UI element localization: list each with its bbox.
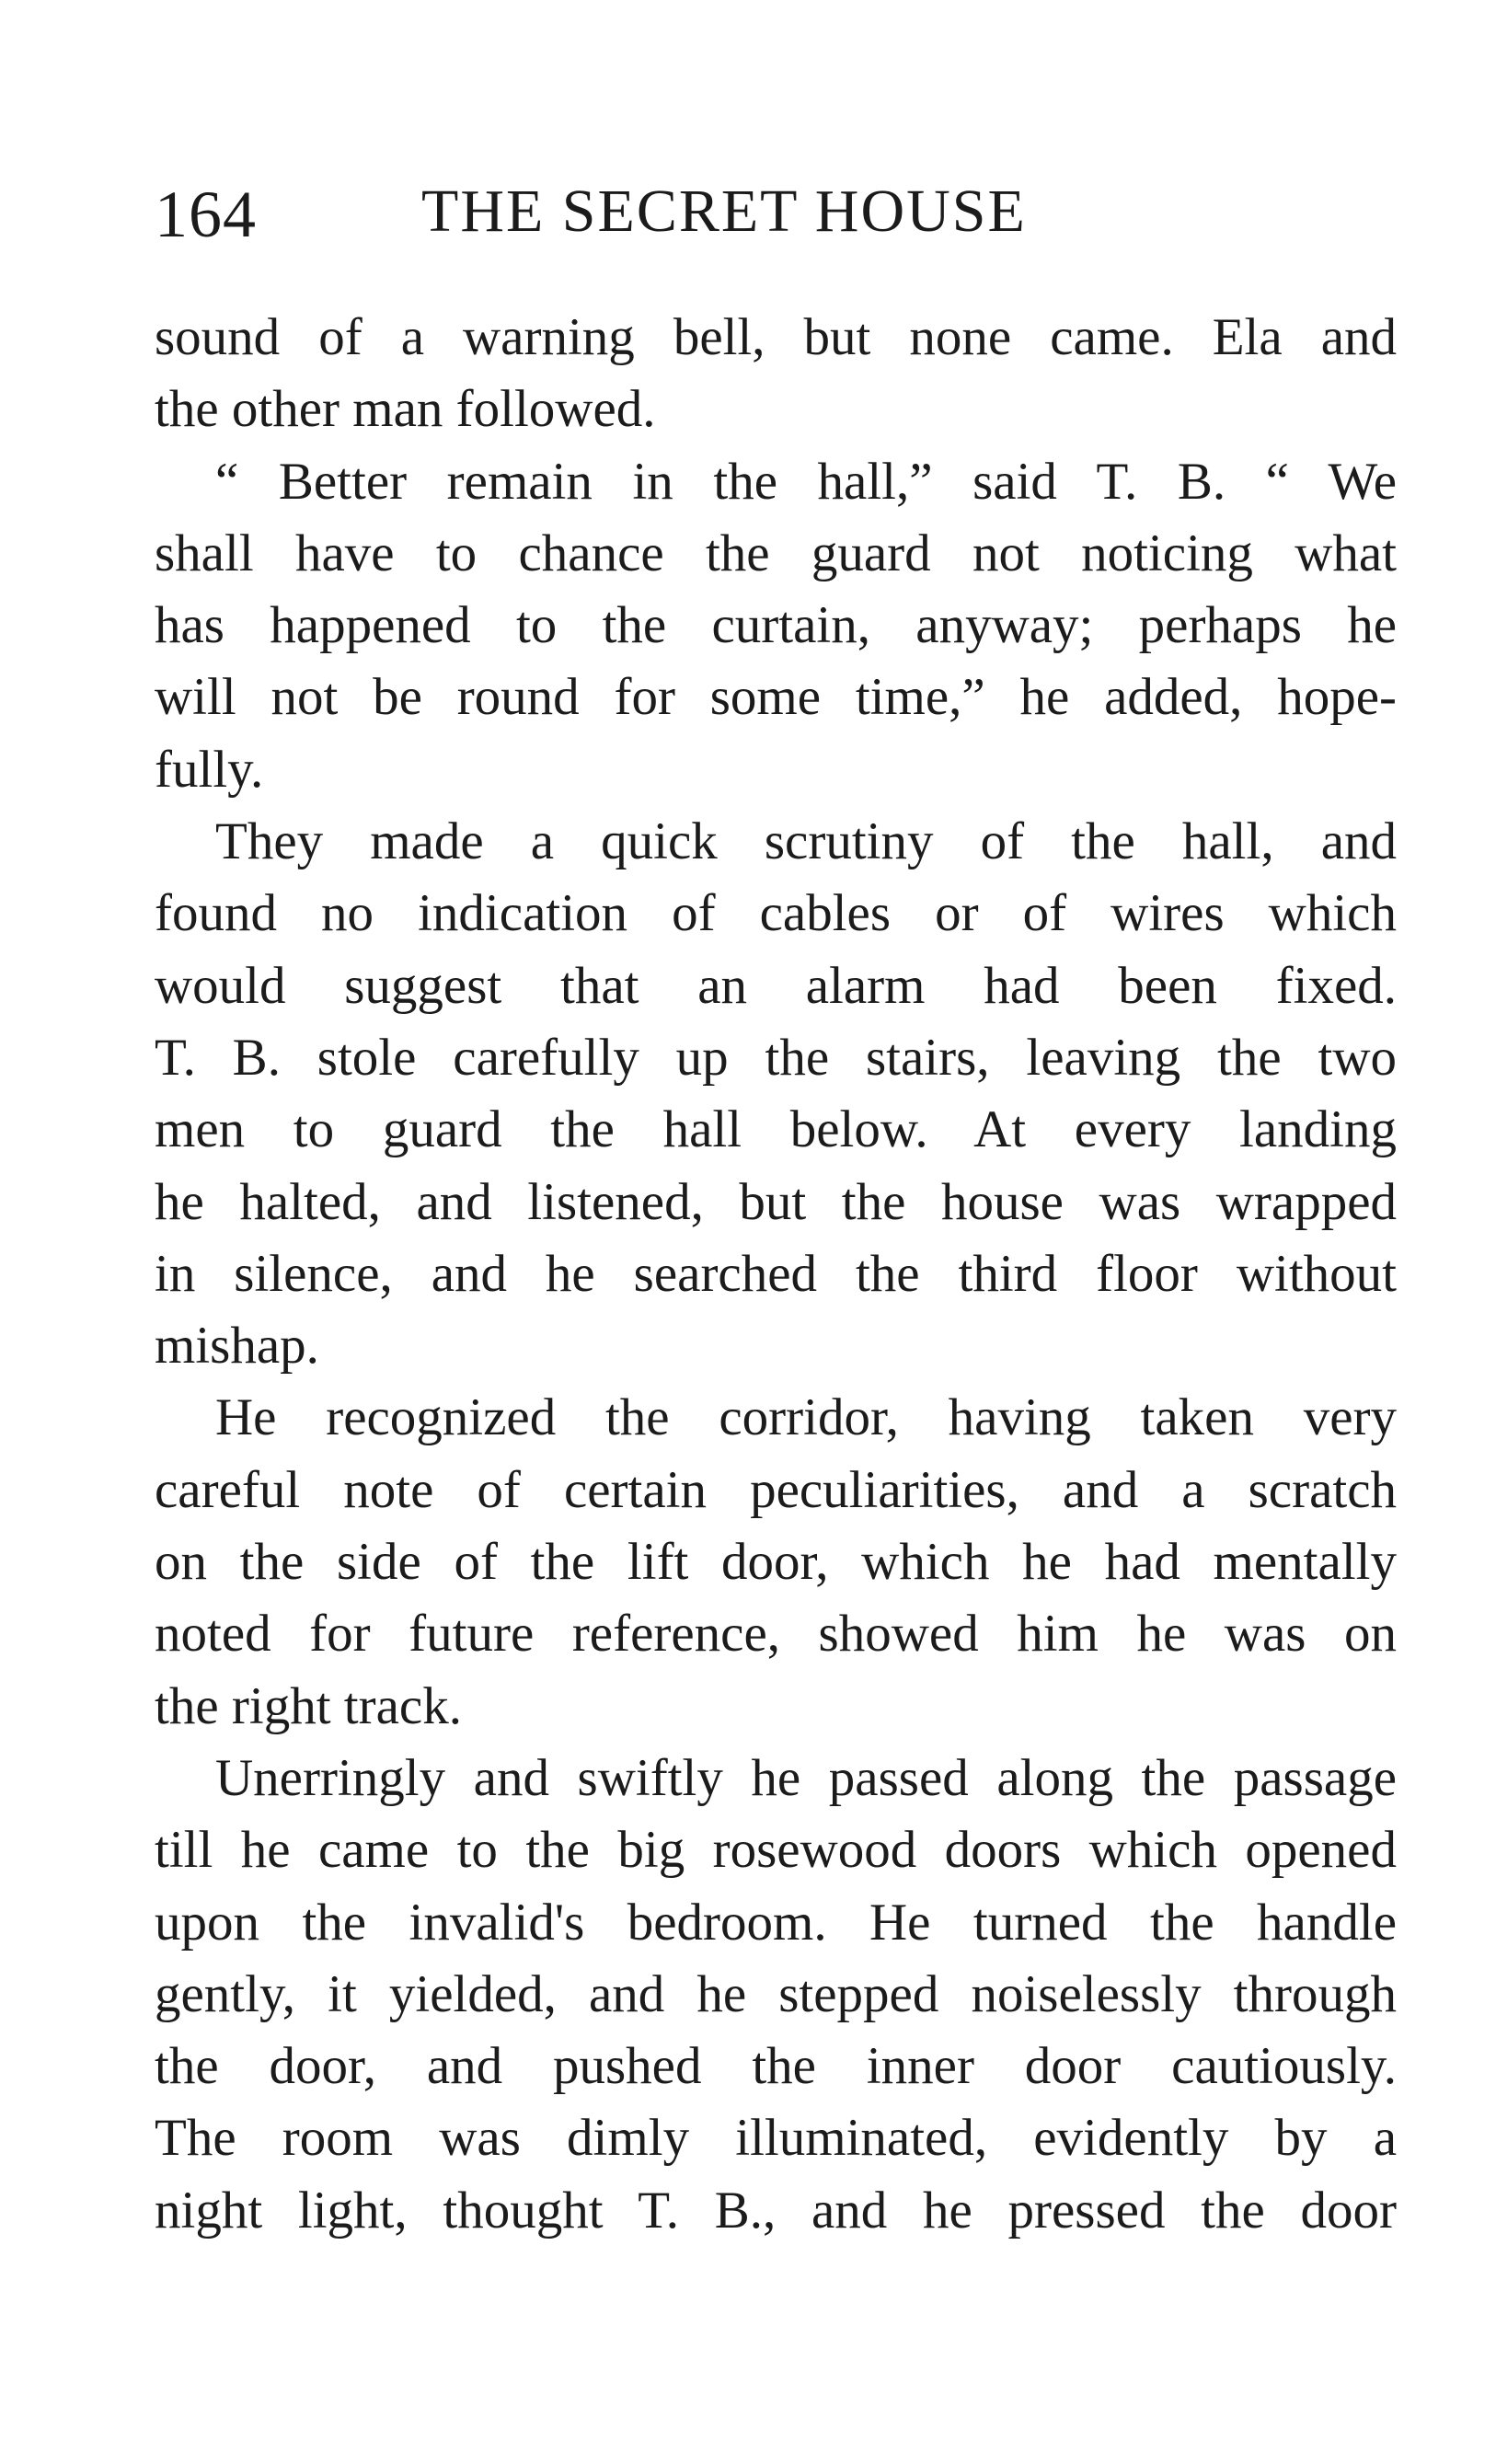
- text-line: sound of a warning bell, but none came. Ela and: [155, 308, 1397, 366]
- paragraph: [155, 302, 1397, 446]
- text-line: noted for future reference, showed him he was on: [155, 1605, 1397, 1664]
- text-line: gently, it yielded, and he stepped noiselessly through: [155, 1964, 1397, 2023]
- text-line: The room was dimly illuminated, evidently by a: [155, 2109, 1397, 2168]
- text-line: will not be round for some time,” he added, hope-: [155, 668, 1397, 727]
- running-title: THE SECRET HOUSE: [421, 178, 1027, 245]
- page-header: [155, 177, 1397, 269]
- text-line: would suggest that an alarm had been fixed.: [155, 956, 1397, 1015]
- text-line: the other man followed.: [155, 380, 656, 439]
- text-line: He recognized the corridor, having taken very: [215, 1388, 1397, 1447]
- text-line: on the side of the lift door, which he had mentally: [155, 1533, 1397, 1592]
- text-line: the right track.: [155, 1676, 462, 1735]
- body-text: [155, 302, 1397, 2247]
- text-line: T. B. stole carefully up the stairs, leaving the two: [155, 1028, 1397, 1087]
- text-line: Unerringly and swiftly he passed along the passage: [215, 1748, 1397, 1807]
- text-line: shall have to chance the guard not noticing what: [155, 524, 1397, 582]
- paragraph: [155, 446, 1397, 806]
- paragraph: [155, 1382, 1397, 1742]
- text-line: “ Better remain in the hall,” said T. B. “ We: [215, 452, 1397, 511]
- text-line: careful note of certain peculiarities, and a scratch: [155, 1460, 1397, 1519]
- paragraph: [155, 1743, 1397, 2247]
- text-line: upon the invalid's bedroom. He turned the handle: [155, 1893, 1397, 1952]
- text-line: fully.: [155, 740, 264, 799]
- text-line: mishap.: [155, 1317, 319, 1376]
- page-number: 164: [155, 178, 257, 251]
- text-line: has happened to the curtain, anyway; perhaps he: [155, 596, 1397, 655]
- text-line: till he came to the big rosewood doors which opened: [155, 1821, 1397, 1880]
- text-line: men to guard the hall below. At every landing: [155, 1100, 1397, 1159]
- text-line: found no indication of cables or of wires which: [155, 884, 1397, 943]
- text-line: he halted, and listened, but the house was wrapped: [155, 1172, 1397, 1231]
- text-line: in silence, and he searched the third floor without: [155, 1244, 1397, 1303]
- text-line: night light, thought T. B., and he pressed the door: [155, 2181, 1397, 2239]
- text-line: the door, and pushed the inner door cautiously.: [155, 2037, 1397, 2096]
- paragraph: [155, 806, 1397, 1382]
- text-line: They made a quick scrutiny of the hall, and: [215, 812, 1397, 871]
